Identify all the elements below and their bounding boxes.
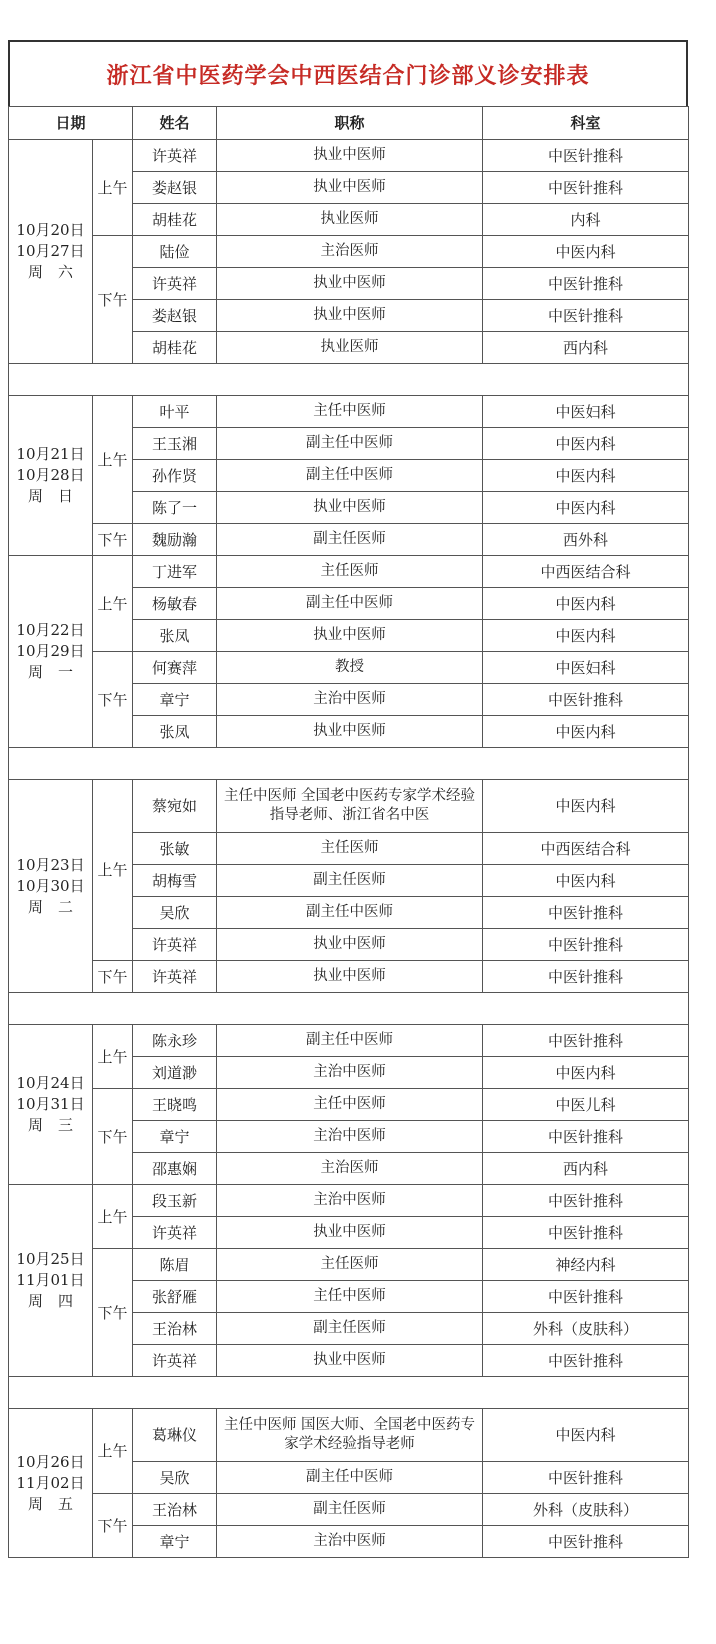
date-line: 周 二 [27, 897, 73, 916]
date-line: 周 三 [27, 1116, 73, 1134]
title-cell: 副主任医师 [217, 865, 483, 897]
dept-cell: 中医内科 [483, 865, 689, 897]
period-cell: 上午 [93, 1025, 133, 1089]
name-cell: 张凤 [133, 620, 217, 652]
dept-cell: 中医内科 [483, 492, 689, 524]
spacer-row [9, 748, 689, 780]
period-cell: 下午 [93, 1249, 133, 1377]
spacer-cell [9, 1377, 689, 1409]
title-cell: 主任中医师 全国老中医药专家学术经验指导老师、浙江省名中医 [217, 780, 483, 833]
table-header-row [9, 107, 689, 140]
name-cell: 许英祥 [133, 1345, 217, 1377]
dept-cell: 神经内科 [483, 1249, 689, 1281]
date-line: 11月01日 [16, 1271, 85, 1289]
title-cell: 主任医师 [217, 833, 483, 865]
table-row [9, 236, 689, 268]
header-title: 职称 [217, 107, 483, 140]
title-cell: 主治中医师 [217, 684, 483, 716]
date-line: 10月25日 [16, 1250, 85, 1268]
date-line: 周 四 [27, 1292, 73, 1310]
title-cell: 副主任医师 [217, 1494, 483, 1526]
title-cell: 执业中医师 [217, 140, 483, 172]
name-cell: 娄赵银 [133, 300, 217, 332]
title-cell: 主治中医师 [217, 1121, 483, 1153]
dept-cell: 中医针推科 [483, 172, 689, 204]
title-cell: 执业中医师 [217, 1345, 483, 1377]
dept-cell: 中医内科 [483, 236, 689, 268]
name-cell: 胡桂花 [133, 204, 217, 236]
dept-cell: 中医针推科 [483, 1121, 689, 1153]
name-cell: 王治林 [133, 1494, 217, 1526]
table-row [9, 1409, 689, 1462]
dept-cell: 中医内科 [483, 428, 689, 460]
dept-cell: 中医针推科 [483, 268, 689, 300]
date-line: 10月28日 [16, 466, 85, 484]
title-cell: 执业中医师 [217, 172, 483, 204]
title-cell: 主治中医师 [217, 1185, 483, 1217]
title-cell: 主治中医师 [217, 1526, 483, 1558]
name-cell: 王治林 [133, 1313, 217, 1345]
title-cell: 执业中医师 [217, 929, 483, 961]
title-cell: 副主任医师 [217, 524, 483, 556]
period-cell: 下午 [93, 961, 133, 993]
name-cell: 许英祥 [133, 140, 217, 172]
date-line: 10月21日 [16, 445, 85, 463]
title-cell: 执业中医师 [217, 716, 483, 748]
date-line: 周 日 [27, 487, 73, 505]
title-cell: 主任中医师 [217, 1281, 483, 1313]
header-date: 日期 [9, 107, 133, 140]
period-cell: 上午 [93, 1409, 133, 1494]
period-cell: 下午 [93, 1494, 133, 1558]
table-row [9, 524, 689, 556]
date-line: 10月30日 [16, 876, 85, 895]
title-cell: 主治医师 [217, 1153, 483, 1185]
name-cell: 许英祥 [133, 929, 217, 961]
name-cell: 邵惠娴 [133, 1153, 217, 1185]
dept-cell: 中医内科 [483, 716, 689, 748]
date-cell [9, 556, 93, 748]
name-cell: 王晓鸣 [133, 1089, 217, 1121]
name-cell: 叶平 [133, 396, 217, 428]
table-row [9, 396, 689, 428]
title-cell: 执业中医师 [217, 1217, 483, 1249]
spacer-row [9, 364, 689, 396]
name-cell: 王玉湘 [133, 428, 217, 460]
dept-cell: 中医针推科 [483, 140, 689, 172]
period-cell: 下午 [93, 1089, 133, 1185]
dept-cell: 中医妇科 [483, 396, 689, 428]
period-cell: 上午 [93, 1185, 133, 1249]
title-cell: 执业中医师 [217, 961, 483, 993]
name-cell: 杨敏春 [133, 588, 217, 620]
dept-cell: 内科 [483, 204, 689, 236]
title-cell: 副主任中医师 [217, 428, 483, 460]
title-cell: 副主任中医师 [217, 460, 483, 492]
date-cell [9, 396, 93, 556]
title-cell: 执业中医师 [217, 492, 483, 524]
spacer-row [9, 993, 689, 1025]
name-cell: 陆俭 [133, 236, 217, 268]
date-line: 11月02日 [16, 1473, 85, 1492]
dept-cell: 中医针推科 [483, 1345, 689, 1377]
table-row [9, 1089, 689, 1121]
date-cell [9, 1025, 93, 1185]
dept-cell: 中西医结合科 [483, 833, 689, 865]
dept-cell: 外科（皮肤科） [483, 1494, 689, 1526]
title-cell: 执业医师 [217, 204, 483, 236]
period-cell: 上午 [93, 140, 133, 236]
name-cell: 吴欣 [133, 1462, 217, 1494]
header-name: 姓名 [133, 107, 217, 140]
table-row [9, 556, 689, 588]
dept-cell: 外科（皮肤科） [483, 1313, 689, 1345]
date-line: 10月26日 [16, 1452, 85, 1471]
table-row [9, 780, 689, 833]
name-cell: 何赛萍 [133, 652, 217, 684]
spacer-cell [9, 993, 689, 1025]
dept-cell: 中医内科 [483, 460, 689, 492]
date-cell [9, 1409, 93, 1558]
name-cell: 许英祥 [133, 961, 217, 993]
spacer-cell [9, 748, 689, 780]
schedule-body [9, 140, 689, 1558]
dept-cell: 西内科 [483, 332, 689, 364]
name-cell: 许英祥 [133, 1217, 217, 1249]
name-cell: 魏励瀚 [133, 524, 217, 556]
dept-cell: 中医针推科 [483, 1281, 689, 1313]
dept-cell: 中医针推科 [483, 300, 689, 332]
date-line: 10月29日 [16, 642, 85, 660]
name-cell: 张敏 [133, 833, 217, 865]
name-cell: 张舒雁 [133, 1281, 217, 1313]
name-cell: 段玉新 [133, 1185, 217, 1217]
period-cell: 下午 [93, 652, 133, 748]
date-cell [9, 780, 93, 993]
table-row [9, 140, 689, 172]
name-cell: 张凤 [133, 716, 217, 748]
table-row [9, 1249, 689, 1281]
title-cell: 主治医师 [217, 236, 483, 268]
date-cell [9, 1185, 93, 1377]
period-cell: 下午 [93, 524, 133, 556]
title-cell: 执业中医师 [217, 268, 483, 300]
schedule-table [8, 106, 689, 1558]
period-cell: 上午 [93, 556, 133, 652]
dept-cell: 中医针推科 [483, 961, 689, 993]
dept-cell: 西内科 [483, 1153, 689, 1185]
name-cell: 陈了一 [133, 492, 217, 524]
period-cell: 上午 [93, 780, 133, 961]
title-cell: 副主任中医师 [217, 1025, 483, 1057]
dept-cell: 中医内科 [483, 588, 689, 620]
name-cell: 陈眉 [133, 1249, 217, 1281]
dept-cell: 中医针推科 [483, 1185, 689, 1217]
table-row [9, 1025, 689, 1057]
date-line: 10月31日 [16, 1095, 85, 1113]
title-cell: 副主任中医师 [217, 1462, 483, 1494]
date-line: 周 五 [27, 1494, 73, 1513]
table-row [9, 1494, 689, 1526]
date-line: 10月27日 [16, 242, 85, 260]
title-cell: 执业医师 [217, 332, 483, 364]
title-cell: 副主任医师 [217, 1313, 483, 1345]
dept-cell: 中医针推科 [483, 1462, 689, 1494]
name-cell: 蔡宛如 [133, 780, 217, 833]
name-cell: 刘道渺 [133, 1057, 217, 1089]
date-line: 10月23日 [16, 855, 85, 874]
title-cell: 主任中医师 国医大师、全国老中医药专家学术经验指导老师 [217, 1409, 483, 1462]
dept-cell: 中医针推科 [483, 684, 689, 716]
dept-cell: 中医内科 [483, 620, 689, 652]
dept-cell: 中医内科 [483, 1409, 689, 1462]
date-line: 周 六 [27, 263, 73, 281]
period-cell: 下午 [93, 236, 133, 364]
name-cell: 陈永珍 [133, 1025, 217, 1057]
title-cell: 副主任中医师 [217, 588, 483, 620]
name-cell: 章宁 [133, 1526, 217, 1558]
title-cell: 教授 [217, 652, 483, 684]
date-line: 周 一 [27, 663, 73, 681]
date-line: 10月22日 [16, 621, 85, 639]
dept-cell: 中医内科 [483, 780, 689, 833]
spacer-row [9, 1377, 689, 1409]
table-row [9, 652, 689, 684]
dept-cell: 中医针推科 [483, 897, 689, 929]
name-cell: 胡梅雪 [133, 865, 217, 897]
dept-cell: 西外科 [483, 524, 689, 556]
schedule-sheet [8, 40, 688, 1558]
name-cell: 娄赵银 [133, 172, 217, 204]
title-cell: 副主任中医师 [217, 897, 483, 929]
dept-cell: 中医儿科 [483, 1089, 689, 1121]
spacer-cell [9, 364, 689, 396]
title-cell: 执业中医师 [217, 300, 483, 332]
name-cell: 吴欣 [133, 897, 217, 929]
page-title: 浙江省中医药学会中西医结合门诊部义诊安排表 [8, 40, 688, 106]
dept-cell: 中西医结合科 [483, 556, 689, 588]
title-cell: 主治中医师 [217, 1057, 483, 1089]
name-cell: 葛琳仪 [133, 1409, 217, 1462]
name-cell: 胡桂花 [133, 332, 217, 364]
dept-cell: 中医针推科 [483, 1217, 689, 1249]
period-cell: 上午 [93, 396, 133, 524]
date-cell [9, 140, 93, 364]
header-dept: 科室 [483, 107, 689, 140]
date-line: 10月24日 [16, 1074, 85, 1092]
date-line: 10月20日 [16, 221, 85, 239]
dept-cell: 中医针推科 [483, 1526, 689, 1558]
dept-cell: 中医妇科 [483, 652, 689, 684]
dept-cell: 中医针推科 [483, 929, 689, 961]
title-cell: 主任中医师 [217, 396, 483, 428]
title-cell: 主任医师 [217, 1249, 483, 1281]
name-cell: 许英祥 [133, 268, 217, 300]
dept-cell: 中医内科 [483, 1057, 689, 1089]
title-cell: 主任医师 [217, 556, 483, 588]
name-cell: 丁进军 [133, 556, 217, 588]
name-cell: 章宁 [133, 1121, 217, 1153]
dept-cell: 中医针推科 [483, 1025, 689, 1057]
table-row [9, 1185, 689, 1217]
title-cell: 主任中医师 [217, 1089, 483, 1121]
name-cell: 章宁 [133, 684, 217, 716]
name-cell: 孙作贤 [133, 460, 217, 492]
title-cell: 执业中医师 [217, 620, 483, 652]
table-row [9, 961, 689, 993]
